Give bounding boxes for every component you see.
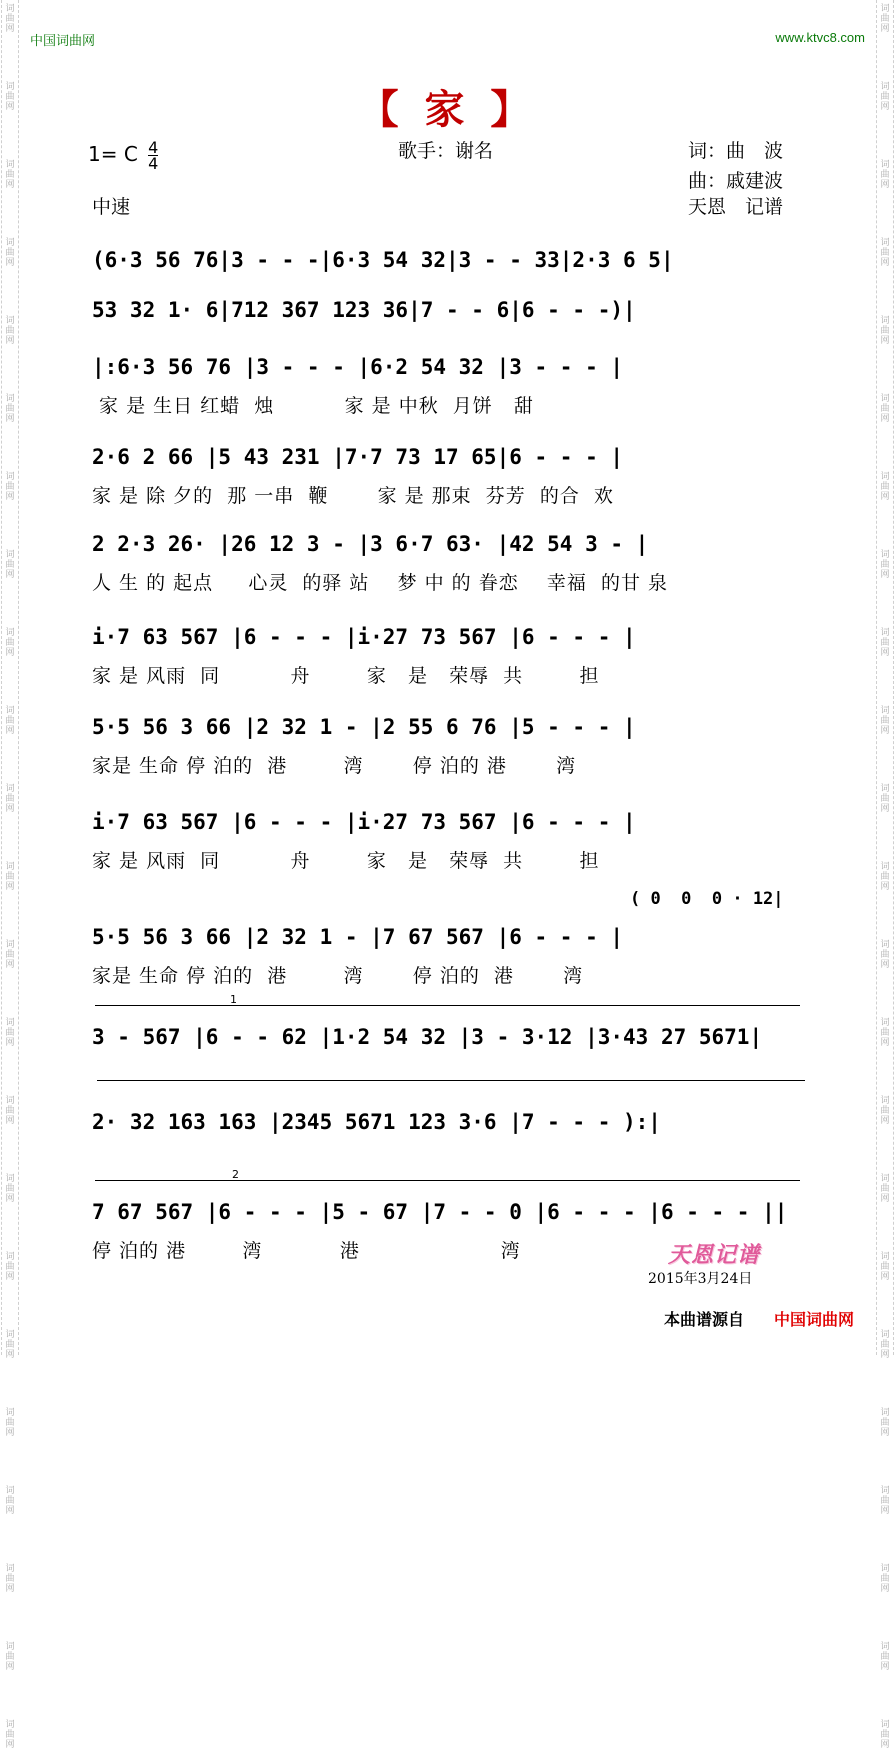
watermark-text: 词 曲 网 bbox=[880, 82, 890, 112]
watermark-text: 词 曲 网 bbox=[880, 394, 890, 424]
tempo: 中速 bbox=[92, 196, 131, 218]
watermark-text: 词 曲 网 bbox=[880, 1486, 890, 1516]
watermark-text: 词 曲 网 bbox=[5, 862, 15, 892]
watermark-text: 词 曲 网 bbox=[5, 628, 15, 658]
watermark-text: 词 曲 网 bbox=[5, 1018, 15, 1048]
notation-line: 5·5 56 3 66 |2 32 1 - |2 55 6 76 |5 - - - | bbox=[92, 715, 636, 739]
watermark-text: 词 曲 网 bbox=[880, 1720, 890, 1750]
watermark-text: 词 曲 网 bbox=[880, 1018, 890, 1048]
watermark-text: 词 曲 网 bbox=[880, 316, 890, 346]
watermark-text: 词 曲 网 bbox=[5, 1330, 15, 1360]
notation-line: (6·3 56 76|3 - - -|6·3 54 32|3 - - 33|2·3 6 5| bbox=[92, 248, 674, 272]
watermark-text: 词 曲 网 bbox=[5, 472, 15, 502]
volta-bracket bbox=[95, 1180, 800, 1181]
date: 2015年3月24日 bbox=[648, 1271, 753, 1287]
notation-line: 2· 32 163 163 |2345 5671 123 3·6 |7 - - - ):| bbox=[92, 1110, 661, 1134]
watermark-text: 词 曲 网 bbox=[880, 1408, 890, 1438]
watermark-text: 词 曲 网 bbox=[5, 1564, 15, 1594]
watermark-text: 词 曲 网 bbox=[5, 4, 15, 34]
volta-number: 2 bbox=[232, 1168, 239, 1181]
notation-line: 2 2·3 26· |26 12 3 - |3 6·7 63· |42 54 3 - | bbox=[92, 532, 649, 556]
watermark-text: 词 曲 网 bbox=[880, 238, 890, 268]
right-watermark-strip bbox=[876, 0, 894, 1750]
watermark-text: 词 曲 网 bbox=[5, 394, 15, 424]
watermark-text: 词 曲 网 bbox=[5, 1642, 15, 1672]
site-url-right[interactable]: www.ktvc8.com bbox=[775, 30, 865, 45]
site-name-left[interactable]: 中国词曲网 bbox=[30, 33, 96, 48]
watermark-text: 词 曲 网 bbox=[5, 160, 15, 190]
lyricist: 词：曲 波 bbox=[688, 140, 784, 162]
transcriber-stamp: 天恩记谱 bbox=[668, 1242, 761, 1268]
watermark-text: 词 曲 网 bbox=[880, 940, 890, 970]
notation-line: 3 - 567 |6 - - 62 |1·2 54 32 |3 - 3·12 |3·43 27 5671| bbox=[92, 1025, 763, 1049]
notation-line: 5·5 56 3 66 |2 32 1 - |7 67 567 |6 - - - | bbox=[92, 925, 624, 949]
lyric-line: 家 是 风雨 同 舟 家 是 荣辱 共 担 bbox=[92, 850, 600, 872]
watermark-text: 词 曲 网 bbox=[880, 472, 890, 502]
lyric-line: 人 生 的 起点 心灵 的驿 站 梦 中 的 眷恋 幸福 的甘 泉 bbox=[92, 572, 668, 594]
lyric-line: 家是 生命 停 泊的 港 湾 停 泊的 港 湾 bbox=[92, 965, 584, 987]
source-site[interactable]: 中国词曲网 bbox=[774, 1310, 855, 1329]
notation-line: 7 67 567 |6 - - - |5 - 67 |7 - - 0 |6 - - - |6 - - - || bbox=[92, 1200, 788, 1224]
watermark-text: 词 曲 网 bbox=[5, 550, 15, 580]
watermark-text: 词 曲 网 bbox=[5, 1252, 15, 1282]
staff-rule bbox=[97, 1080, 805, 1081]
watermark-text: 词 曲 网 bbox=[5, 706, 15, 736]
watermark-text: 词 曲 网 bbox=[880, 706, 890, 736]
time-signature bbox=[148, 140, 158, 171]
composer: 曲：戚建波 bbox=[688, 170, 784, 192]
time-numerator: 4 bbox=[148, 138, 159, 157]
watermark-text: 词 曲 网 bbox=[880, 4, 890, 34]
notation-line: i·7 63 567 |6 - - - |i·27 73 567 |6 - - - | bbox=[92, 810, 636, 834]
key-signature bbox=[88, 140, 158, 171]
watermark-text: 词 曲 网 bbox=[5, 1720, 15, 1750]
lyric-line: 家 是 生日 红蜡 烛 家 是 中秋 月饼 甜 bbox=[92, 395, 534, 417]
watermark-text: 词 曲 网 bbox=[5, 1096, 15, 1126]
watermark-text: 词 曲 网 bbox=[880, 1642, 890, 1672]
watermark-text: 词 曲 网 bbox=[5, 1486, 15, 1516]
watermark-text: 词 曲 网 bbox=[5, 940, 15, 970]
transcriber: 天恩 记谱 bbox=[688, 196, 784, 218]
key-label: 1= C bbox=[88, 142, 138, 166]
watermark-text: 词 曲 网 bbox=[880, 550, 890, 580]
time-denominator: 4 bbox=[148, 154, 159, 173]
watermark-text: 词 曲 网 bbox=[5, 316, 15, 346]
volta-number: 1 bbox=[230, 993, 237, 1006]
watermark-text: 词 曲 网 bbox=[880, 1096, 890, 1126]
singer: 歌手：谢名 bbox=[398, 140, 494, 162]
watermark-text: 词 曲 网 bbox=[880, 1564, 890, 1594]
watermark-text: 词 曲 网 bbox=[880, 160, 890, 190]
watermark-text: 词 曲 网 bbox=[880, 784, 890, 814]
pickup-measure: ( 0 0 0 · 12| bbox=[630, 889, 784, 909]
notation-line: |:6·3 56 76 |3 - - - |6·2 54 32 |3 - - - | bbox=[92, 355, 624, 379]
watermark-text: 词 曲 网 bbox=[5, 82, 15, 112]
notation-line: 2·6 2 66 |5 43 231 |7·7 73 17 65|6 - - - | bbox=[92, 445, 624, 469]
lyric-line: 停 泊的 港 湾 港 湾 bbox=[92, 1240, 521, 1262]
source-label: 本曲谱源自 bbox=[664, 1310, 745, 1329]
watermark-text: 词 曲 网 bbox=[880, 1174, 890, 1204]
song-title: 【 家 】 bbox=[358, 87, 537, 133]
watermark-text: 词 曲 网 bbox=[5, 1408, 15, 1438]
watermark-text: 词 曲 网 bbox=[5, 1174, 15, 1204]
watermark-text: 词 曲 网 bbox=[5, 784, 15, 814]
watermark-text: 词 曲 网 bbox=[880, 1330, 890, 1360]
lyric-line: 家 是 风雨 同 舟 家 是 荣辱 共 担 bbox=[92, 665, 600, 687]
volta-bracket bbox=[95, 1005, 800, 1006]
watermark-text: 词 曲 网 bbox=[880, 1252, 890, 1282]
lyric-line: 家是 生命 停 泊的 港 湾 停 泊的 港 湾 bbox=[92, 755, 577, 777]
notation-line: 53 32 1· 6|712 367 123 36|7 - - 6|6 - - -)| bbox=[92, 298, 636, 322]
watermark-text: 词 曲 网 bbox=[880, 628, 890, 658]
left-watermark-strip bbox=[1, 0, 19, 1750]
lyric-line: 家 是 除 夕的 那 一串 鞭 家 是 那束 芬芳 的合 欢 bbox=[92, 485, 614, 507]
watermark-text: 词 曲 网 bbox=[5, 238, 15, 268]
watermark-text: 词 曲 网 bbox=[880, 862, 890, 892]
notation-line: i·7 63 567 |6 - - - |i·27 73 567 |6 - - - | bbox=[92, 625, 636, 649]
